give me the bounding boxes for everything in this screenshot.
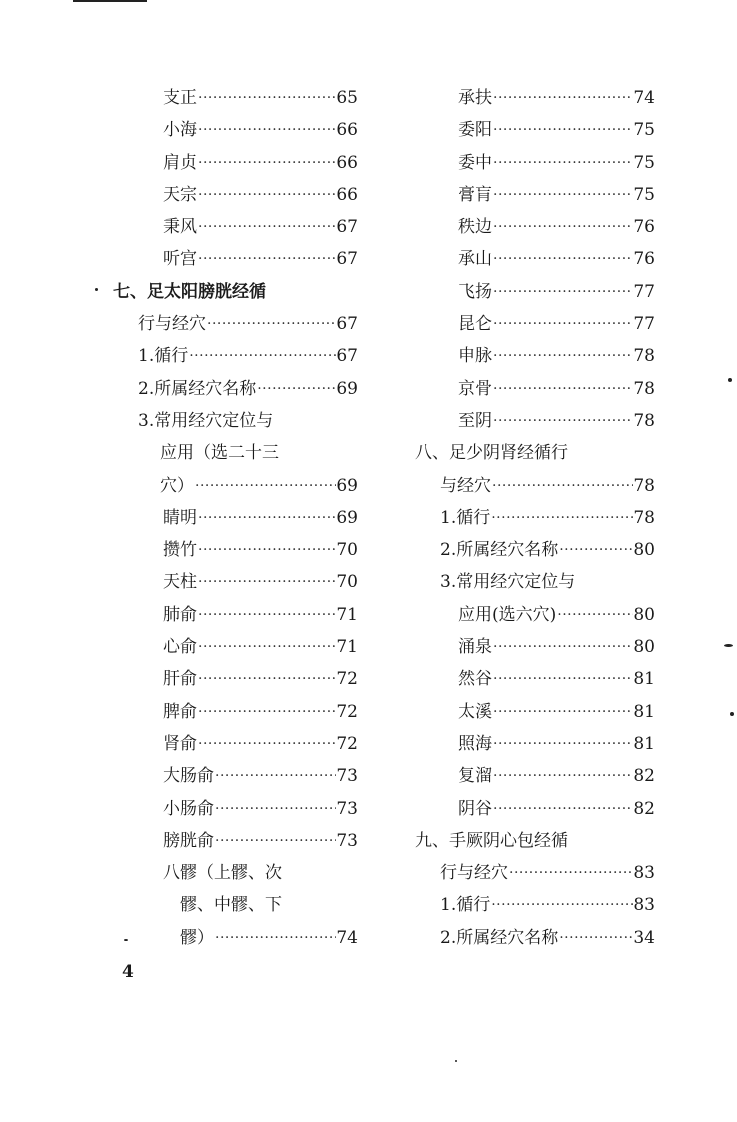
scan-speck <box>730 712 734 716</box>
toc-leader-dots <box>197 534 336 566</box>
toc-leader-dots <box>492 114 633 146</box>
toc-entry <box>108 889 358 921</box>
toc-leader-dots <box>206 308 336 340</box>
scan-speck <box>724 644 733 647</box>
toc-entry <box>108 147 358 179</box>
toc-leader-dots <box>214 922 336 954</box>
toc-leader-dots <box>492 243 633 275</box>
toc-entry-title: 3.常用经穴定位与 <box>440 572 576 593</box>
toc-entry <box>108 437 358 469</box>
toc-entry-page: 71 <box>336 637 358 658</box>
toc-entry-title: 九、手厥阴心包经循 <box>415 830 568 851</box>
toc-entry-title: 承扶 <box>458 88 492 108</box>
toc-entry-page: 76 <box>633 249 655 270</box>
toc-entry <box>410 82 655 114</box>
toc-entry-page: 83 <box>633 895 655 916</box>
toc-entry-page: 67 <box>336 314 358 335</box>
toc-leader-dots <box>492 82 633 114</box>
toc-entry-title: 大肠俞 <box>163 766 214 787</box>
toc-entry-page: 78 <box>633 378 655 399</box>
toc-entry-page: 72 <box>336 701 358 722</box>
toc-entry <box>108 566 358 598</box>
toc-entry-page: 81 <box>633 701 655 722</box>
page-number: 4 <box>122 962 134 982</box>
toc-leader-dots <box>197 502 336 534</box>
toc-entry-page: 70 <box>336 540 358 561</box>
toc-entry-title: 肝俞 <box>163 669 197 690</box>
toc-entry-title: 2.所属经穴名称 <box>138 378 257 399</box>
toc-entry <box>410 696 655 728</box>
toc-entry-title: 小肠俞 <box>163 798 214 819</box>
toc-leader-dots <box>508 857 633 889</box>
toc-entry-title: 委阳 <box>458 120 492 141</box>
toc-entry-page: 75 <box>633 120 655 141</box>
toc-entry-title: 飞扬 <box>458 281 492 302</box>
toc-entry-title: 膀胱俞 <box>163 830 214 851</box>
toc-entry-title: 太溪 <box>458 701 492 722</box>
toc-entry-page: 80 <box>633 637 655 658</box>
toc-entry-title: 委中 <box>458 152 492 173</box>
toc-entry <box>410 599 655 631</box>
toc-entry-page: 81 <box>633 669 655 690</box>
toc-entry-title: 行与经穴 <box>440 863 508 884</box>
toc-entry-title: 1.循行 <box>440 895 491 916</box>
toc-entry <box>410 825 655 857</box>
toc-leader-dots <box>197 599 336 631</box>
toc-leader-dots <box>490 889 633 921</box>
toc-entry <box>410 373 655 405</box>
toc-entry-title: 八、足少阴肾经循行 <box>415 443 568 464</box>
toc-entry <box>108 405 358 437</box>
toc-leader-dots <box>558 922 633 954</box>
toc-entry <box>108 82 358 114</box>
toc-leader-dots <box>197 82 336 114</box>
toc-leader-dots <box>197 179 336 211</box>
toc-leader-dots <box>492 308 633 340</box>
toc-entry-page: 71 <box>336 604 358 625</box>
toc-entry <box>410 470 655 502</box>
toc-entry-page: 76 <box>633 217 655 238</box>
toc-entry <box>410 631 655 663</box>
toc-entry-page: 74 <box>336 927 358 948</box>
toc-entry-title: 七、足太阳膀胱经循 <box>113 281 266 302</box>
toc-leader-dots <box>492 631 633 663</box>
toc-entry-page: 69 <box>336 507 358 528</box>
toc-entry <box>108 308 358 340</box>
toc-entry-title: 涌泉 <box>458 637 492 658</box>
toc-leader-dots <box>556 599 633 631</box>
toc-entry-title: 2.所属经穴名称 <box>440 540 559 561</box>
toc-entry-page: 78 <box>633 507 655 528</box>
toc-entry-page: 67 <box>336 249 358 270</box>
toc-leader-dots <box>492 340 633 372</box>
toc-entry <box>410 793 655 825</box>
toc-leader-dots <box>194 470 336 502</box>
toc-entry-title: 承山 <box>458 249 492 270</box>
toc-leader-dots <box>197 243 336 275</box>
toc-entry <box>108 922 358 954</box>
toc-entry-title: 2.所属经穴名称 <box>440 927 559 948</box>
toc-leader-dots <box>197 631 336 663</box>
toc-entry-title: 髎） <box>180 927 214 948</box>
toc-entry-title: 秩边 <box>458 217 492 238</box>
toc-leader-dots <box>492 179 633 211</box>
toc-entry-page: 72 <box>336 733 358 754</box>
toc-leader-dots <box>490 502 633 534</box>
toc-entry-page: 34 <box>633 927 655 948</box>
toc-entry-title: 肩贞 <box>163 152 197 173</box>
toc-leader-dots <box>492 373 633 405</box>
toc-leader-dots <box>197 728 336 760</box>
toc-entry <box>108 211 358 243</box>
toc-leader-dots <box>558 534 633 566</box>
toc-entry <box>108 760 358 792</box>
toc-entry-page: 77 <box>633 281 655 302</box>
toc-entry-page: 78 <box>633 346 655 367</box>
toc-entry <box>108 534 358 566</box>
toc-entry-title: 支正 <box>163 88 197 108</box>
toc-entry-title: 穴） <box>160 475 194 496</box>
toc-entry <box>410 147 655 179</box>
toc-leader-dots <box>492 211 633 243</box>
toc-entry <box>410 534 655 566</box>
toc-leader-dots <box>214 760 336 792</box>
toc-entry-title: 肾俞 <box>163 733 197 754</box>
toc-entry <box>410 922 655 954</box>
toc-entry <box>108 728 358 760</box>
toc-entry-title: 应用（选二十三 <box>160 443 279 464</box>
toc-entry-page: 73 <box>336 830 358 851</box>
toc-entry <box>410 114 655 146</box>
toc-entry <box>108 373 358 405</box>
toc-left-column <box>108 82 358 954</box>
toc-entry <box>108 631 358 663</box>
toc-entry <box>410 857 655 889</box>
toc-right-column <box>410 82 655 954</box>
toc-entry-title: 3.常用经穴定位与 <box>138 410 274 431</box>
toc-entry-title: 昆仑 <box>458 314 492 335</box>
toc-entry-title: 心俞 <box>163 637 197 658</box>
toc-entry-title: 1.循行 <box>440 507 491 528</box>
toc-leader-dots <box>197 696 336 728</box>
toc-leader-dots <box>492 793 633 825</box>
toc-entry-page: 75 <box>633 152 655 173</box>
toc-entry-page: 69 <box>336 378 358 399</box>
toc-entry <box>108 825 358 857</box>
toc-entry <box>108 276 358 308</box>
toc-entry-page: 66 <box>336 152 358 173</box>
toc-entry <box>410 728 655 760</box>
toc-entry-page: 67 <box>336 217 358 238</box>
scan-speck <box>95 288 98 291</box>
toc-leader-dots <box>492 147 633 179</box>
toc-entry-page: 83 <box>633 863 655 884</box>
toc-leader-dots <box>491 470 633 502</box>
toc-entry <box>410 405 655 437</box>
toc-entry <box>108 340 358 372</box>
toc-entry <box>108 179 358 211</box>
toc-entry-title: 行与经穴 <box>138 314 206 335</box>
toc-entry-page: 78 <box>633 475 655 496</box>
toc-leader-dots <box>492 696 633 728</box>
toc-entry-title: 秉风 <box>163 217 197 238</box>
toc-entry <box>410 437 655 469</box>
toc-leader-dots <box>197 147 336 179</box>
toc-entry-page: 74 <box>633 88 655 108</box>
toc-entry-title: 阴谷 <box>458 798 492 819</box>
scan-speck <box>728 378 732 382</box>
toc-entry-title: 照海 <box>458 733 492 754</box>
toc-entry <box>108 502 358 534</box>
toc-entry-page: 80 <box>633 540 655 561</box>
toc-entry-title: 然谷 <box>458 669 492 690</box>
toc-entry-title: 髎、中髎、下 <box>180 895 282 916</box>
toc-entry <box>410 760 655 792</box>
toc-entry <box>410 308 655 340</box>
toc-leader-dots <box>492 663 633 695</box>
toc-leader-dots <box>188 340 336 372</box>
toc-entry <box>410 566 655 598</box>
toc-entry-title: 脾俞 <box>163 701 197 722</box>
toc-entry-title: 攒竹 <box>163 540 197 561</box>
toc-entry <box>108 114 358 146</box>
scan-speck <box>124 939 128 941</box>
toc-entry-page: 81 <box>633 733 655 754</box>
toc-entry-title: 至阴 <box>458 410 492 431</box>
toc-entry-title: 肺俞 <box>163 604 197 625</box>
toc-entry-page: 65 <box>336 88 358 108</box>
toc-entry-title: 复溜 <box>458 766 492 787</box>
toc-entry <box>410 211 655 243</box>
toc-entry-title: 膏肓 <box>458 184 492 205</box>
toc-entry-title: 京骨 <box>458 378 492 399</box>
toc-entry-title: 八髎（上髎、次 <box>163 863 282 884</box>
toc-entry <box>410 243 655 275</box>
toc-entry-title: 与经穴 <box>440 475 491 496</box>
toc-entry-page: 70 <box>336 572 358 593</box>
toc-entry <box>410 502 655 534</box>
toc-entry <box>410 276 655 308</box>
toc-leader-dots <box>214 793 336 825</box>
toc-entry-title: 1.循行 <box>138 346 189 367</box>
toc-entry <box>108 696 358 728</box>
toc-entry <box>108 857 358 889</box>
toc-entry-page: 66 <box>336 184 358 205</box>
toc-leader-dots <box>197 211 336 243</box>
toc-entry-page: 77 <box>633 314 655 335</box>
toc-entry-title: 天宗 <box>163 184 197 205</box>
toc-entry <box>410 663 655 695</box>
toc-entry-page: 72 <box>336 669 358 690</box>
toc-entry <box>108 470 358 502</box>
toc-leader-dots <box>214 825 336 857</box>
toc-entry <box>108 599 358 631</box>
toc-leader-dots <box>197 114 336 146</box>
toc-leader-dots <box>492 728 633 760</box>
toc-leader-dots <box>492 760 633 792</box>
toc-entry <box>410 179 655 211</box>
toc-entry <box>108 793 358 825</box>
toc-entry-title: 申脉 <box>458 346 492 367</box>
toc-entry-title: 应用(选六穴) <box>458 604 557 625</box>
toc-leader-dots <box>197 663 336 695</box>
toc-entry-page: 73 <box>336 766 358 787</box>
toc-entry <box>410 889 655 921</box>
toc-entry <box>108 663 358 695</box>
top-rule <box>73 0 147 2</box>
toc-entry-page: 66 <box>336 120 358 141</box>
toc-entry-page: 75 <box>633 184 655 205</box>
toc-entry-page: 69 <box>336 475 358 496</box>
toc-leader-dots <box>492 276 633 308</box>
toc-leader-dots <box>197 566 336 598</box>
toc-entry-title: 听宫 <box>163 249 197 270</box>
scan-speck <box>455 1060 457 1062</box>
toc-entry-page: 78 <box>633 410 655 431</box>
toc-entry-title: 小海 <box>163 120 197 141</box>
toc-entry-page: 82 <box>633 766 655 787</box>
toc-entry <box>108 243 358 275</box>
toc-entry <box>410 340 655 372</box>
toc-entry-page: 67 <box>336 346 358 367</box>
toc-entry-title: 睛明 <box>163 507 197 528</box>
toc-entry-page: 73 <box>336 798 358 819</box>
toc-entry-page: 80 <box>633 604 655 625</box>
toc-leader-dots <box>492 405 633 437</box>
toc-leader-dots <box>256 373 336 405</box>
toc-entry-page: 82 <box>633 798 655 819</box>
toc-entry-title: 天柱 <box>163 572 197 593</box>
